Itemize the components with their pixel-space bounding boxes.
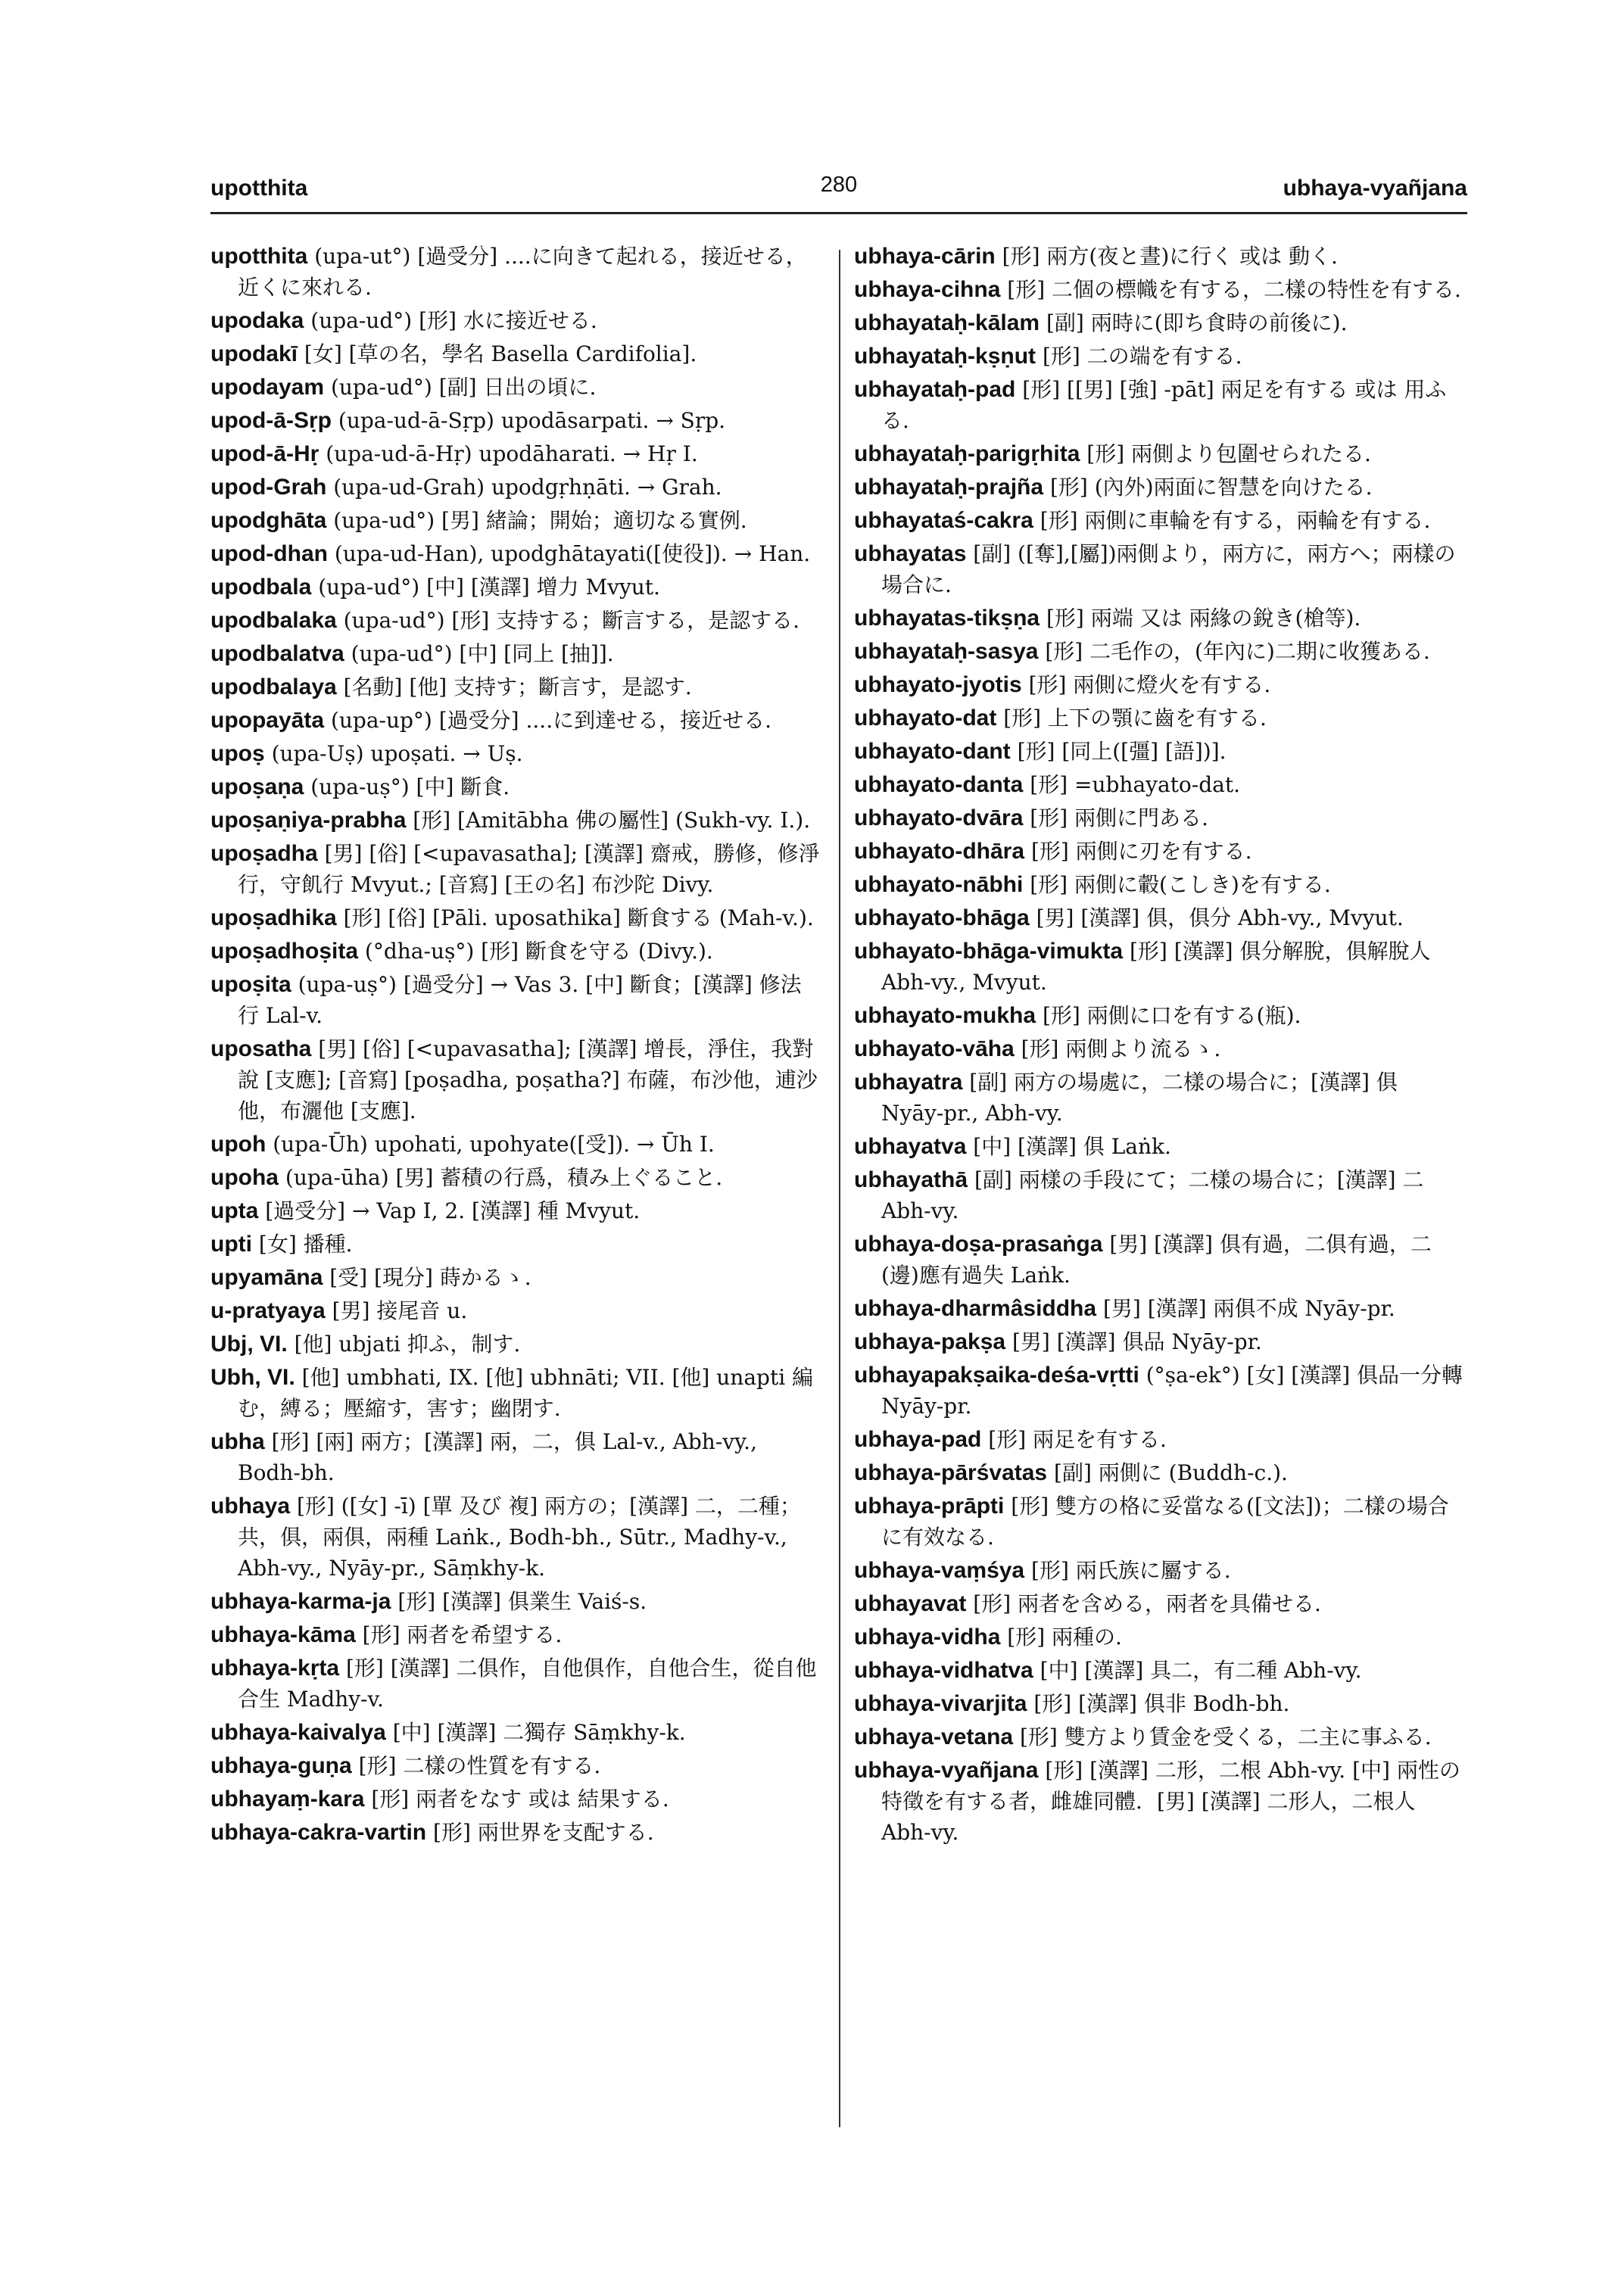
entry-headword: upoṣaṇiya-prabha [210, 808, 407, 833]
entry-definition: [形] 上下の顎に齒を有する. [1003, 706, 1267, 731]
entry-headword: upotthita [210, 244, 308, 269]
dictionary-entry [854, 836, 1466, 867]
dictionary-entry [854, 636, 1466, 667]
dictionary-entry [210, 638, 822, 669]
dictionary-entry [210, 1491, 822, 1584]
dictionary-entry [854, 1164, 1466, 1226]
entry-definition: [形] [同上([彊] [語])]. [1017, 739, 1227, 764]
dictionary-entry [210, 902, 822, 933]
entry-definition: [男] [俗] [<upavasatha]; [漢譯] 齋戒，勝修，修淨行，守飢行 Mvyut.; [音寫] [王の名] 布沙陀 Divy. [238, 841, 820, 897]
entry-definition: [形] 兩者をなす 或は 結果する. [371, 1787, 669, 1812]
dictionary-entry [854, 1033, 1466, 1064]
dictionary-entry [854, 802, 1466, 833]
entry-headword: ubhayataś-cakra [854, 508, 1033, 533]
entry-headword: upoh [210, 1132, 267, 1157]
entry-definition: [女] [草の名，學名 Basella Cardifolia]. [304, 341, 697, 366]
dictionary-entry [854, 1000, 1466, 1031]
entry-definition: (°dha-uṣ°) [形] 斷食を守る (Divy.). [364, 939, 713, 964]
entry-definition: [副] 兩方の場處に，二樣の場合に；[漢譯] 俱 Nyāy-pr., Abh-vy. [881, 1070, 1398, 1126]
entry-headword: ubhayataḥ-parigṛhita [854, 441, 1080, 466]
entry-headword: ubhayataḥ-kālam [854, 310, 1040, 335]
dictionary-entry [854, 538, 1466, 600]
dictionary-entry [854, 869, 1466, 900]
entry-definition: [男] [漢譯] 俱，俱分 Abh-vy., Mvyut. [1036, 905, 1404, 930]
entry-definition: [副] 兩樣の手段にて；二樣の場合に；[漢譯] 二 Abh-vy. [881, 1167, 1424, 1223]
entry-definition: (upa-Ūh) upohati, upohyate([受]). → Ūh I. [273, 1132, 715, 1157]
entry-definition: [名動] [他] 支持す；斷言す，是認す. [343, 675, 692, 699]
entry-headword: ubhayato-nābhi [854, 872, 1024, 897]
dictionary-entry [210, 1426, 822, 1488]
entry-headword: upod-dhan [210, 541, 328, 566]
entry-definition: (upa-Uṣ) upoṣati. → Uṣ. [271, 741, 523, 766]
entry-headword: ubhaya-pārśvatas [854, 1460, 1048, 1485]
entry-definition: [形] [[男] [強] -pāt] 兩足を有する 或は 用ふる. [881, 377, 1447, 433]
entry-definition: (upa-ud-ā-Hṛ) upodāharati. → Hṛ I. [326, 441, 698, 466]
entry-headword: ubhayatva [854, 1134, 967, 1159]
entry-definition: (upa-ud°) [中] [同上 [抽]]. [351, 641, 614, 666]
entry-definition: [男] 接尾音 u. [332, 1298, 468, 1323]
entry-definition: [形] 兩者を含める，兩者を具備せる. [973, 1591, 1321, 1616]
entry-definition: [形] 二の端を有する. [1042, 344, 1242, 369]
entry-definition: [形] [俗] [Pāli. uposathika] 斷食する (Mah-v.). [343, 905, 814, 930]
entry-headword: upodbalaka [210, 608, 337, 633]
entry-definition: [形] 二個の標幟を有する，二樣の特性を有する. [1007, 277, 1461, 302]
dictionary-entry [854, 1555, 1466, 1586]
dictionary-entry [210, 936, 822, 967]
entry-headword: ubhayavat [854, 1591, 967, 1616]
entry-headword: ubhayato-bhāga-vimukta [854, 939, 1124, 964]
entry-headword: ubhayataḥ-kṣṇut [854, 344, 1036, 369]
entry-headword: ubhayato-dant [854, 739, 1011, 764]
entry-definition: [形] 兩側に口を有する(瓶). [1042, 1003, 1301, 1028]
dictionary-entry [210, 1162, 822, 1193]
entry-headword: ubhaya-vidha [854, 1625, 1001, 1650]
dictionary-entry [210, 241, 822, 303]
entry-definition: [男] [漢譯] 俱有過，二俱有過，二(邊)應有過失 Laṅk. [881, 1232, 1432, 1288]
entry-definition: [形] 兩氏族に屬する. [1031, 1558, 1231, 1583]
entry-headword: ubhaya-dharmâsiddha [854, 1296, 1097, 1321]
entry-headword: upti [210, 1232, 252, 1257]
column-divider [839, 250, 840, 2127]
right-guide-word: ubhaya-vyañjana [1283, 176, 1467, 201]
dictionary-entry [210, 838, 822, 900]
entry-definition: [形] [漢譯] 二俱作，自他俱作，自他合生，從自他合生 Madhy-v. [238, 1656, 817, 1712]
entry-definition: (upa-ud-Grah) upodgṛhṇāti. → Grah. [333, 475, 722, 500]
dictionary-entry [210, 338, 822, 369]
entry-headword: Ubh, VI. [210, 1365, 295, 1390]
entry-definition: (upa-ūha) [男] 蓄積の行爲，積み上ぐること. [285, 1165, 723, 1190]
dictionary-entry [854, 1688, 1466, 1719]
entry-definition: (upa-ud°) [形] 水に接近せる. [310, 308, 597, 333]
entry-headword: ubhayataḥ-pad [854, 377, 1016, 402]
dictionary-entry [854, 1424, 1466, 1455]
dictionary-entry [854, 703, 1466, 734]
page-number: 280 [820, 173, 858, 197]
dictionary-entry [210, 505, 822, 536]
dictionary-entry [210, 1717, 822, 1748]
entry-definition: [形] [Amitābha 佛の屬性] (Sukh-vy. I.). [413, 808, 811, 833]
dictionary-entry [210, 1229, 822, 1260]
entry-definition: [他] ubjati 抑ふ，制す. [294, 1332, 521, 1357]
entry-definition: [中] [漢譯] 二獨存 Sāṃkhy-k. [392, 1720, 686, 1745]
entry-headword: upodakī [210, 341, 298, 366]
entry-headword: ubhayato-mukha [854, 1003, 1036, 1028]
entry-headword: upodghāta [210, 508, 327, 533]
entry-headword: ubhayato-jyotis [854, 672, 1022, 697]
entry-definition: [形] [漢譯] 俱分解脫，俱解脫人 Abh-vy., Mvyut. [881, 939, 1431, 995]
entry-definition: [形] (內外)兩面に智慧を向けたる. [1049, 475, 1373, 500]
entry-headword: ubhayathā [854, 1167, 968, 1192]
entry-definition: [形] 兩側に門ある. [1030, 805, 1208, 830]
dictionary-entry [210, 1033, 822, 1126]
entry-definition: [形] 兩足を有する. [988, 1427, 1167, 1452]
entry-definition: (upa-ud-Han), upodghātayati([使役]). → Han. [334, 541, 811, 566]
dictionary-entry [854, 1721, 1466, 1752]
entry-headword: upoṣ [210, 741, 265, 766]
entry-headword: upopayāta [210, 708, 325, 733]
dictionary-entry [854, 1326, 1466, 1357]
dictionary-entry [210, 1586, 822, 1617]
entry-headword: ubhaya [210, 1494, 291, 1519]
entry-headword: ubhaya-karma-ja [210, 1589, 391, 1614]
entry-definition: [副] 兩時に(即ち食時の前後に). [1046, 310, 1348, 335]
entry-definition: [形] 兩側より包圍せられたる. [1086, 441, 1371, 466]
entry-definition: [形] 雙方より賃金を受くる，二主に事ふる. [1019, 1724, 1432, 1749]
entry-definition: [男] [俗] [<upavasatha]; [漢譯] 增長，淨住，我對說 [支應]; [音寫] [poṣadha, poṣatha?] 布薩，布沙他，逋沙他，布灑他 [支應]. [238, 1036, 818, 1123]
dictionary-entry [854, 505, 1466, 536]
dictionary-entry [854, 307, 1466, 338]
entry-headword: ubhaya-guṇa [210, 1753, 352, 1778]
page-header [210, 173, 1467, 214]
entry-definition: [形] [兩] 兩方；[漢譯] 兩，二，俱 Lal-v., Abh-vy., Bodh-bh. [238, 1429, 757, 1485]
entry-definition: [形] 二樣の性質を有する. [358, 1753, 601, 1778]
entry-definition: [副] ([奪],[屬])兩側より，兩方に，兩方へ；兩樣の場合に. [881, 541, 1456, 597]
entry-headword: uposatha [210, 1036, 312, 1061]
entry-definition: [形] 兩側に燈火を有する. [1028, 672, 1271, 697]
dictionary-entry [210, 572, 822, 603]
entry-definition: [形] 兩世界を支配する. [433, 1820, 654, 1845]
entry-headword: Ubj, VI. [210, 1332, 288, 1357]
entry-headword: ubhaya-cihna [854, 277, 1001, 302]
entry-headword: upoṣadhoṣita [210, 939, 359, 964]
entry-definition: [形] 二毛作の，(年內に)二期に收獲ある. [1045, 639, 1430, 664]
entry-definition: (upa-up°) [過受分] ....に到達せる，接近せる. [330, 708, 772, 733]
dictionary-entry [854, 902, 1466, 933]
entry-headword: upodayam [210, 375, 325, 400]
entry-definition: (upa-ud°) [形] 支持する；斷言する，是認する. [343, 608, 800, 633]
entry-definition: [形] 兩者を希望する. [362, 1622, 563, 1647]
dictionary-entry [854, 1229, 1466, 1291]
dictionary-entry [210, 1295, 822, 1326]
dictionary-entry [854, 736, 1466, 767]
dictionary-entry [854, 1293, 1466, 1324]
dictionary-entry [210, 1362, 822, 1424]
dictionary-entry [210, 538, 822, 569]
entry-definition: (upa-ut°) [過受分] ....に向きて起れる，接近せる，近くに來れる. [238, 244, 807, 300]
entry-headword: ubhaya-kṛta [210, 1656, 340, 1681]
left-column [210, 241, 822, 1850]
entry-headword: upodbalaya [210, 675, 337, 699]
dictionary-entry [854, 1655, 1466, 1686]
dictionary-entry [854, 936, 1466, 998]
entry-definition: [男] [漢譯] 俱品 Nyāy-pr. [1012, 1329, 1262, 1354]
dictionary-entry [854, 241, 1466, 272]
dictionary-entry [210, 472, 822, 503]
entry-definition: [他] umbhati, IX. [他] ubhnāti; VII. [他] unapti 編む，縛る；壓縮す，害す；幽閉す. [238, 1365, 814, 1421]
dictionary-entry [210, 438, 822, 469]
dictionary-entry [854, 1457, 1466, 1488]
dictionary-entry [854, 274, 1466, 305]
entry-headword: ubhayatra [854, 1070, 963, 1095]
dictionary-entry [210, 1817, 822, 1848]
entry-definition: (upa-ud-ā-Sṛp) upodāsarpati. → Sṛp. [338, 408, 726, 433]
entry-headword: ubha [210, 1429, 265, 1454]
entry-headword: ubhaya-prāpti [854, 1494, 1005, 1519]
entry-headword: ubhaya-cārin [854, 244, 996, 269]
entry-headword: upoṣita [210, 972, 291, 997]
entry-headword: ubhaya-pakṣa [854, 1329, 1006, 1354]
entry-definition: [形] [漢譯] 二形，二根 Abh-vy. [中] 兩性の特徵を有する者，雌雄同體．[男] [漢譯] 二形人，二根人 Abh-vy. [881, 1758, 1460, 1845]
dictionary-entry [854, 341, 1466, 372]
entry-headword: upodaka [210, 308, 304, 333]
entry-headword: upod-Grah [210, 475, 327, 500]
entry-definition: [副] 兩側に (Buddh-c.). [1054, 1460, 1288, 1485]
dictionary-entry [210, 405, 822, 436]
entry-definition: [形] 兩方(夜と晝)に行く 或は 動く. [1002, 244, 1338, 269]
entry-headword: ubhayataḥ-prajña [854, 475, 1044, 500]
entry-headword: upodbalatva [210, 641, 344, 666]
dictionary-entry [210, 969, 822, 1031]
dictionary-entry [854, 1622, 1466, 1653]
entry-headword: ubhaya-vaṃśya [854, 1558, 1025, 1583]
left-guide-word: upotthita [210, 176, 308, 201]
entry-headword: u-pratyaya [210, 1298, 326, 1323]
entry-headword: ubhaya-vetana [854, 1724, 1014, 1749]
dictionary-entry [854, 374, 1466, 436]
dictionary-entry [854, 669, 1466, 700]
entry-headword: ubhayapakṣaika-deśa-vṛtti [854, 1363, 1139, 1388]
dictionary-entry [854, 1491, 1466, 1553]
dictionary-entry [854, 438, 1466, 469]
entry-definition: [形] 兩側に轂(こしき)を有する. [1030, 872, 1331, 897]
entry-definition: (upa-ud°) [中] [漢譯] 增力 Mvyut. [318, 575, 660, 600]
right-column [854, 241, 1466, 1850]
entry-definition: (upa-uṣ°) [過受分] → Vas 3. [中] 斷食；[漢譯] 修法行 Lal-v. [238, 972, 802, 1028]
dictionary-entry [210, 372, 822, 403]
entry-headword: upoha [210, 1165, 279, 1190]
dictionary-entry [854, 1360, 1466, 1422]
entry-definition: [形] 兩側に刃を有する. [1030, 839, 1252, 864]
entry-definition: [女] 播種. [258, 1232, 353, 1257]
entry-headword: upta [210, 1198, 259, 1223]
dictionary-entry [854, 1067, 1466, 1129]
entry-definition: [形] =ubhayato-dat. [1030, 772, 1241, 797]
entry-headword: upoṣaṇa [210, 774, 304, 799]
dictionary-entry [210, 705, 822, 736]
dictionary-entry [210, 1329, 822, 1360]
dictionary-entry [210, 738, 822, 769]
entry-headword: ubhayataḥ-sasya [854, 639, 1039, 664]
entry-headword: ubhayatas [854, 541, 967, 566]
entry-definition: [受] [現分] 蒔かるゝ. [329, 1265, 531, 1290]
entry-definition: [形] 兩側に車輪を有する，兩輪を有する. [1040, 508, 1431, 533]
dictionary-entry [210, 671, 822, 703]
entry-headword: upodbala [210, 575, 312, 600]
dictionary-entry [854, 1131, 1466, 1162]
entry-definition: [中] [漢譯] 俱 Laṅk. [973, 1134, 1171, 1159]
entry-headword: ubhaya-kāma [210, 1622, 356, 1647]
dictionary-entry [854, 769, 1466, 800]
dictionary-entry [210, 771, 822, 802]
entry-definition: [男] [漢譯] 兩俱不成 Nyāy-pr. [1102, 1296, 1395, 1321]
entry-headword: ubhayato-danta [854, 772, 1024, 797]
dictionary-entry [210, 1129, 822, 1160]
dictionary-entry [210, 1784, 822, 1815]
dictionary-entry [854, 1588, 1466, 1619]
dictionary-entry [210, 605, 822, 636]
entry-definition: [形] [漢譯] 俱非 Bodh-bh. [1033, 1691, 1290, 1716]
dictionary-entry [854, 1755, 1466, 1848]
entry-definition: [中] [漢譯] 具二，有二種 Abh-vy. [1040, 1658, 1362, 1683]
entry-definition: [形] ([女] -ī) [單 及び 複] 兩方の；[漢譯] 二，二種；共，俱，兩俱，兩種 Laṅk., Bodh-bh., Sūtr., Madhy-v., Abh-vy., Nyāy-pr., Sāṃkhy-k. [238, 1494, 801, 1581]
dictionary-entry [210, 1619, 822, 1650]
dictionary-entry [210, 1653, 822, 1715]
entry-definition: (upa-uṣ°) [中] 斷食. [310, 774, 510, 799]
dictionary-entry [210, 1750, 822, 1781]
entry-headword: ubhaya-vivarjita [854, 1691, 1027, 1716]
entry-headword: ubhayato-dvāra [854, 805, 1024, 830]
dictionary-entry [210, 1195, 822, 1226]
dictionary-entry [854, 603, 1466, 634]
entry-headword: ubhayato-bhāga [854, 905, 1030, 930]
entry-headword: ubhayatas-tikṣṇa [854, 606, 1040, 631]
entry-definition: (°ṣa-ek°) [女] [漢譯] 俱品一分轉 Nyāy-pr. [881, 1363, 1463, 1419]
dictionary-entry [210, 1262, 822, 1293]
entry-headword: ubhayaṃ-kara [210, 1787, 365, 1812]
entry-definition: [形] 雙方の格に妥當なる([文法])；二樣の場合に有效なる. [881, 1494, 1449, 1550]
entry-definition: [形] 兩端 又は 兩緣の銳き(槍等). [1046, 606, 1361, 631]
dictionary-entry [210, 805, 822, 836]
entry-headword: ubhayato-dat [854, 706, 997, 731]
entry-headword: upoṣadha [210, 841, 318, 866]
entry-headword: ubhaya-cakra-vartin [210, 1820, 427, 1845]
dictionary-entry [854, 472, 1466, 503]
entry-definition: (upa-ud°) [副] 日出の頃に. [330, 375, 597, 400]
entry-headword: upyamāna [210, 1265, 323, 1290]
entry-definition: (upa-ud°) [男] 緒論；開始；適切なる實例. [333, 508, 747, 533]
entry-headword: upod-ā-Hṛ [210, 441, 320, 466]
entry-headword: ubhaya-vidhatva [854, 1658, 1033, 1683]
entry-definition: [形] 兩種の. [1007, 1625, 1122, 1650]
entry-headword: ubhayato-vāha [854, 1036, 1015, 1061]
entry-headword: upoṣadhika [210, 905, 337, 930]
entry-headword: ubhaya-kaivalya [210, 1720, 386, 1745]
entry-definition: [過受分] → Vap I, 2. [漢譯] 種 Mvyut. [265, 1198, 641, 1223]
entry-headword: ubhayato-dhāra [854, 839, 1025, 864]
entry-definition: [形] [漢譯] 俱業生 Vaiś-s. [397, 1589, 647, 1614]
dictionary-entry [210, 305, 822, 336]
entry-definition: [形] 兩側より流るゝ. [1021, 1036, 1221, 1061]
entry-headword: upod-ā-Sṛp [210, 408, 332, 433]
entry-headword: ubhaya-pad [854, 1427, 982, 1452]
entry-headword: ubhaya-doṣa-prasaṅga [854, 1232, 1103, 1257]
entry-headword: ubhaya-vyañjana [854, 1758, 1039, 1783]
